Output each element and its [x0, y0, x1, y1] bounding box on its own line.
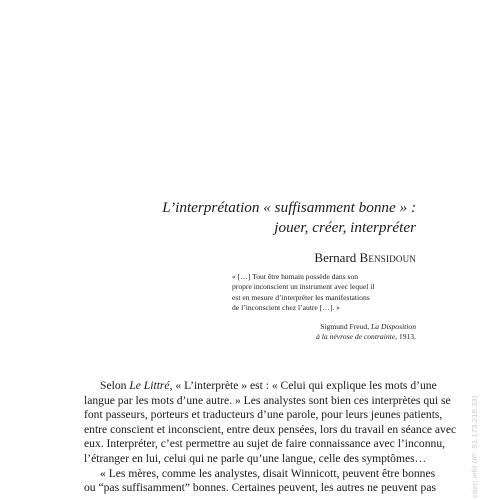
body-line-2: langue par les mots d’une autre. » Les analystes sont bien ces interprètes qui se [84, 393, 451, 407]
body-line-6: l’étranger en lui, celui qui ne parle qu’une langue, celle des symptômes… [84, 451, 427, 465]
article-title [60, 198, 416, 238]
body-text [84, 379, 457, 496]
body-source-title: Le Littré [129, 379, 170, 392]
attribution-line-2 [316, 332, 416, 342]
epigraph-line-4: de l’inconscient chez l’autre […]. » [232, 303, 340, 313]
body-line-1 [84, 379, 437, 394]
author-name [314, 250, 416, 266]
epigraph-line-2: propre inconscient un instrument avec lequel il [232, 282, 375, 292]
title-line-1: L’interprétation « suffisamment bonne » : [162, 199, 416, 216]
author-first-name: Bernard [314, 250, 357, 265]
epigraph-line-1: « […] Tout être humain possède dans son [232, 272, 359, 281]
epigraph-attribution [316, 322, 416, 343]
body-lead: Selon [100, 379, 130, 392]
body-line-4: entre conscient et inconscient, entre deux pensées, lors du travail en séance avec [84, 422, 457, 436]
body-line-1-rest: , « L’interprète » est : « Celui qui explique les mots d’une [169, 379, 437, 392]
title-line-2: jouer, créer, interpréter [274, 219, 416, 236]
author-last-name: Bensidoun [359, 250, 416, 265]
body-line-5: eux. Interpréter, c’est permettre au sujet de faire connaissance avec l’inconnu, [84, 437, 446, 451]
download-watermark: cairn.info (IP: 91.173.216.33) [470, 395, 479, 498]
attribution-title-part-2: à la névrose de contrainte [316, 332, 396, 342]
body-line-7: « Les mères, comme les analystes, disait Winnicott, peuvent être bonnes [100, 466, 436, 480]
attribution-year: , 1913. [395, 332, 416, 342]
epigraph-quote [232, 272, 416, 314]
attribution-title-part-1: La Disposition [371, 322, 416, 331]
body-line-3: font passeurs, porteurs et traducteurs d’une parole, pour leurs jeunes patients, [84, 408, 443, 422]
attribution-line-1 [316, 322, 416, 332]
attribution-author: Sigmund Freud, [320, 322, 370, 331]
epigraph-line-3: est en mesure d’interpréter les manifestations [232, 292, 370, 302]
body-line-8: ou “pas suffisamment” bonnes. Certaines peuvent, les autres ne peuvent pas [84, 481, 437, 495]
